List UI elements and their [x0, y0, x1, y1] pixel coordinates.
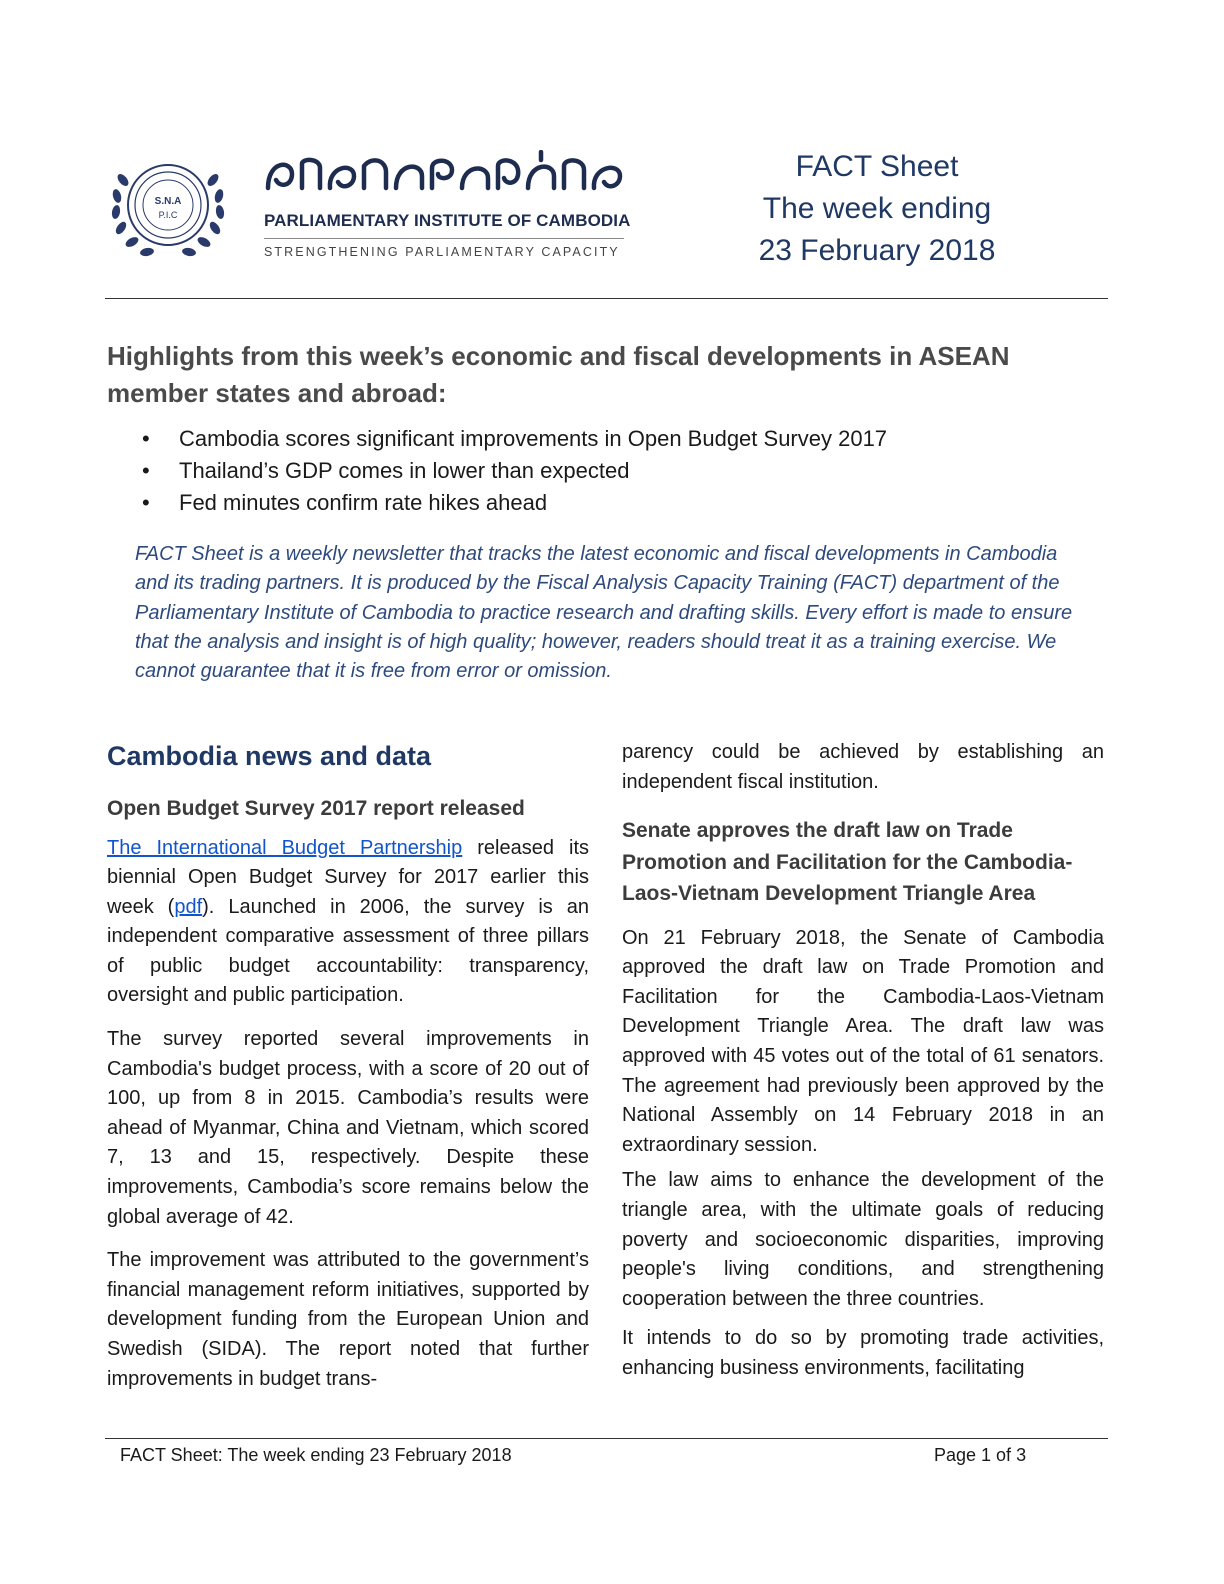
left-column [107, 735, 589, 1408]
list-item: • Cambodia scores significant improvements in Open Budget Survey 2017 [107, 423, 887, 455]
fact-sheet-title [727, 146, 1027, 272]
footer-title: FACT Sheet: The week ending 23 February 2018 [120, 1445, 512, 1465]
seal-text: S.N.A [154, 196, 182, 207]
paragraph-text: ). Launched in 2006, the survey is an independent comparative assessment of three pillars of public budget accountability: transparency, oversight and public participation. [107, 895, 589, 1007]
article-paragraph: The survey reported several improvements in Cambodia's budget process, with a score of 20 out of 100, up from 8 in 2015. Cambodia’s results were ahead of Myanmar, China and Vietnam, which scored 7, 13 and 15, respectively. Despite these improvements, Cambodia’s score remains below the global average of 42. [107, 1028, 589, 1228]
institute-name: PARLIAMENTARY INSTITUTE OF CAMBODIA [264, 211, 631, 230]
paragraph-text: released its biennial Open Budget Survey for 2017 earlier this week ( [107, 836, 589, 918]
logo-divider [264, 238, 624, 239]
article-paragraph: The law aims to enhance the development of the triangle area, with the ultimate goals of reducing poverty and socioeconomic disparities, improving people's living conditions, and strengthening cooperation between the three countries. [622, 1169, 1104, 1310]
institute-tagline: STRENGTHENING PARLIAMENTARY CAPACITY [264, 245, 620, 259]
list-item: • Thailand’s GDP comes in lower than expected [107, 455, 887, 487]
article-paragraph: It intends to do so by promoting trade activities, enhancing business environments, facilitating [622, 1327, 1104, 1379]
article-paragraph [107, 834, 589, 1012]
page-number: Page 1 of 3 [934, 1445, 1027, 1465]
list-item: • Fed minutes confirm rate hikes ahead [107, 487, 887, 519]
khmer-script-logo-icon [262, 150, 626, 198]
article-paragraph: On 21 February 2018, the Senate of Cambodia approved the draft law on Trade Promotion and Facilitation for the Cambodia-Laos-Vietnam Development Triangle Area. The draft law was approved with 45 votes out of the total of 61 senators. The agreement had previously been approved by the National Assembly on 14 February 2018 in an extraordinary session. [622, 926, 1104, 1156]
highlights-list [107, 423, 887, 519]
title-line-1: FACT Sheet [795, 150, 959, 183]
right-column [622, 738, 1104, 1398]
ibp-link[interactable]: The International Budget Partnership [107, 836, 463, 859]
article-paragraph: parency could be achieved by establishing an independent fiscal institution. [622, 741, 1104, 793]
article-heading: Senate approves the draft law on Trade Promotion and Facilitation for the Cambodia-Laos-Vietnam Development Triangle Area [622, 819, 1073, 906]
pdf-link[interactable]: pdf [174, 895, 203, 918]
page-header [107, 140, 1107, 270]
seal-subtext: P.I.C [158, 210, 178, 220]
article-paragraph: The improvement was attributed to the government’s financial management reform initiatives, supported by development funding from the European Union and Swedish (SIDA). The report noted that further improvements in budget trans- [107, 1249, 589, 1390]
footer-divider [105, 1438, 1108, 1439]
title-line-3: 23 February 2018 [758, 234, 996, 267]
title-line-2: The week ending [762, 192, 992, 225]
parliament-seal-icon [107, 146, 229, 264]
header-divider [105, 298, 1108, 299]
highlights-heading: Highlights from this week’s economic and fiscal developments in ASEAN member states and abroad: [107, 341, 1010, 408]
institute-logo [262, 150, 632, 270]
section-heading: Cambodia news and data [107, 741, 432, 771]
article-heading: Open Budget Survey 2017 report released [107, 797, 525, 820]
newsletter-disclaimer: FACT Sheet is a weekly newsletter that tracks the latest economic and fiscal developments in Cambodia and its trading partners. It is produced by the Fiscal Analysis Capacity Training (FACT) department of the Parliamentary Institute of Cambodia to practice research and drafting skills. Every effort is made to ensure that the analysis and insight is of high quality; however, readers should treat it as a training exercise. We cannot guarantee that it is free from error or omission. [135, 543, 1073, 683]
